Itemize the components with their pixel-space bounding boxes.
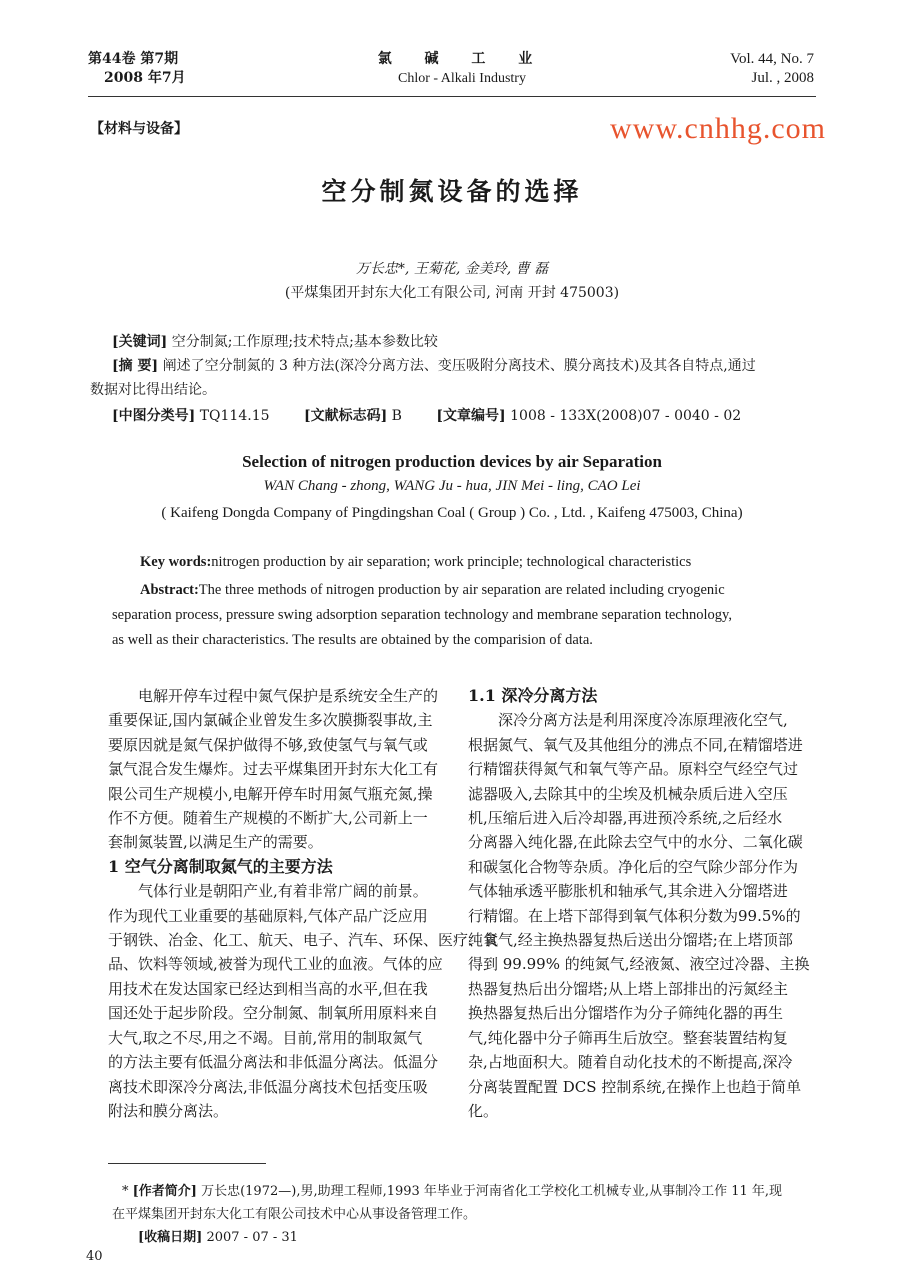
footnote-marker: * (122, 1184, 129, 1199)
authors: 万长忠*, 王菊花, 金美玲, 曹 磊 (355, 261, 549, 277)
received-date: 2007 - 07 - 31 (206, 1230, 298, 1245)
clc-value: TQ114.15 (199, 408, 270, 424)
issue-date-en: Jul. , 2008 (751, 70, 814, 86)
watermark: www.cnhhg.com (610, 112, 827, 145)
footnote-divider (108, 1163, 266, 1164)
paper-title: 空分制氮设备的选择 (321, 177, 583, 206)
body-line: 得到 99.99% 的纯氮气,经液氮、液空过冷器、主换 (468, 955, 810, 974)
body-line: 国还处于起步阶段。空分制氮、制氧所用原料来自 (108, 1004, 439, 1023)
english-abstract (112, 578, 872, 653)
english-keywords (140, 554, 691, 571)
received-date-label: [收稿日期] (138, 1230, 203, 1245)
article-no-label: [文章编号] (436, 408, 506, 424)
author-bio-line: 在平煤集团开封东大化工有限公司技术中心从事设备管理工作。 (112, 1207, 477, 1222)
body-line: 和碳氢化合物等杂质。净化后的空气除少部分作为 (468, 857, 799, 876)
english-title: Selection of nitrogen production devices by air Separation (242, 452, 662, 471)
body-line: 分离装置配置 DCS 控制系统,在操作上也趋于简单 (468, 1077, 802, 1096)
body-line: 机,压缩后进入后冷却器,再进预冷系统,之后经水 (468, 809, 783, 828)
body-line: 深冷分离方法是利用深度冷冻原理液化空气, (498, 711, 788, 730)
english-abstract-line: as well as their characteristics. The results are obtained by the comparision of data. (112, 632, 593, 648)
body-line: 行精馏。在上塔下部得到氧气体积分数为99.5%的 (468, 906, 801, 925)
body-line: 行精馏获得氮气和氧气等产品。原料空气经空气过 (468, 760, 799, 779)
body-line: 电解开停车过程中氮气保护是系统安全生产的 (138, 687, 439, 705)
body-line: 重要保证,国内氯碱企业曾发生多次膜撕裂事故,主 (108, 711, 433, 730)
english-abstract-label: Abstract: (140, 582, 199, 598)
affiliation: (平煤集团开封东大化工有限公司, 河南 开封 475003) (284, 285, 620, 301)
article-no-value: 1008 - 133X(2008)07 - 0040 - 02 (510, 408, 742, 424)
body-line: 作为现代工业重要的基础原料,气体产品广泛应用 (108, 906, 428, 925)
left-column (108, 684, 499, 1123)
english-abstract-line: separation process, pressure swing adsorption separation technology and membrane separation technology, (112, 607, 732, 623)
body-line: 于钢铁、冶金、化工、航天、电子、汽车、环保、医疗、食 (108, 931, 499, 950)
abstract-cn (90, 354, 880, 402)
body-line: 气,纯化器中分子筛再生后放空。整套装置结构复 (468, 1028, 788, 1047)
english-authors: WAN Chang - zhong, WANG Ju - hua, JIN Mei - ling, CAO Lei (263, 478, 641, 494)
keywords-label: [关键词] (112, 334, 168, 350)
body-line: 限公司生产规模小,电解开停车时用氮气瓶充氮,操 (108, 784, 433, 803)
body-line: 化。 (468, 1101, 499, 1120)
body-line: 纯氧气,经主换热器复热后送出分馏塔;在上塔顶部 (468, 931, 793, 950)
footnote (112, 1180, 892, 1249)
abstract-line: 阐述了空分制氮的 3 种方法(深冷分离方法、变压吸附分离技术、膜分离技术)及其各自特点,通过 (162, 358, 756, 374)
volume-issue: 第44卷 第7期 (88, 51, 179, 67)
body-line: 作不方便。随着生产规模的不断扩大,公司新上一 (108, 809, 428, 828)
body-line: 用技术在发达国家已经达到相当高的水平,但在我 (108, 979, 428, 998)
right-column (468, 684, 840, 1123)
body-line: 品、饮料等领域,被誉为现代工业的血液。气体的应 (108, 955, 443, 974)
section-heading: 1 空气分离制取氮气的主要方法 (108, 856, 333, 876)
english-affiliation: ( Kaifeng Dongda Company of Pingdingshan Coal ( Group ) Co. , Ltd. , Kaifeng 475003, China) (161, 505, 743, 521)
abstract-label: [摘 要] (112, 358, 159, 374)
body-line: 套制氮装置,以满足生产的需要。 (108, 833, 323, 852)
doc-code-label: [文献标志码] (303, 408, 388, 424)
body-line: 杂,占地面积大。随着自动化技术的不断提高,深冷 (468, 1053, 793, 1072)
body-line: 附法和膜分离法。 (108, 1101, 229, 1120)
author-bio-label: [作者简介] (132, 1184, 197, 1199)
body-line: 大气,取之不尽,用之不竭。目前,常用的制取氮气 (108, 1028, 423, 1047)
body-line: 气体轴承透平膨胀机和轴承气,其余进入分馏塔进 (468, 882, 788, 901)
body-line: 气体行业是朝阳产业,有着非常广阔的前景。 (138, 882, 428, 901)
section-tag: 【材料与设备】 (90, 121, 188, 137)
body-line: 要原因就是氮气保护做得不够,致使氢气与氧气或 (108, 735, 428, 754)
journal-name-en: Chlor - Alkali Industry (398, 71, 526, 86)
journal-name (332, 50, 592, 88)
issue-date: 2008 年7月 (104, 70, 186, 86)
keywords-text: 空分制氮;工作原理;技术特点;基本参数比较 (171, 334, 438, 350)
keywords-cn (112, 330, 872, 354)
body-line: 热器复热后出分馏塔;从上塔上部排出的污氮经主 (468, 979, 789, 998)
body-line: 的方法主要有低温分离法和非低温分离法。低温分 (108, 1053, 439, 1072)
volume-issue-en: Vol. 44, No. 7 (730, 51, 814, 67)
issue-info-en (730, 50, 814, 88)
issue-info-cn (88, 50, 186, 88)
english-abstract-line: The three methods of nitrogen production by air separation are related including cryogenic (198, 582, 725, 598)
clc-label: [中图分类号] (112, 408, 196, 424)
body-line: 离技术即深冷分离法,非低温分离技术包括变压吸 (108, 1077, 428, 1096)
body-line: 根据氮气、氧气及其他组分的沸点不同,在精馏塔进 (468, 735, 803, 754)
section-heading: 1.1 深冷分离方法 (468, 686, 598, 705)
abstract-line: 数据对比得出结论。 (90, 382, 216, 398)
body-line: 换热器复热后出分馏塔作为分子筛纯化器的再生 (468, 1004, 784, 1023)
english-keywords-label: Key words: (140, 554, 212, 570)
author-bio-line: 万长忠(1972—),男,助理工程师,1993 年毕业于河南省化工学校化工机械专业,从事制冷工作 11 年,现 (201, 1184, 783, 1199)
journal-name-cn: 氯 碱 工 业 (377, 51, 547, 67)
body-line: 氯气混合发生爆炸。过去平煤集团开封东大化工有 (108, 760, 439, 779)
doc-code-value: B (391, 408, 402, 424)
english-keywords-text: nitrogen production by air separation; work principle; technological characteristics (211, 554, 692, 570)
page-number: 40 (86, 1249, 103, 1264)
body-line: 分离器入纯化器,在此除去空气中的水分、二氧化碳 (468, 833, 803, 852)
body-line: 滤器吸入,去除其中的尘埃及机械杂质后进入空压 (468, 784, 788, 803)
classification (112, 404, 872, 428)
header-divider (88, 96, 816, 97)
